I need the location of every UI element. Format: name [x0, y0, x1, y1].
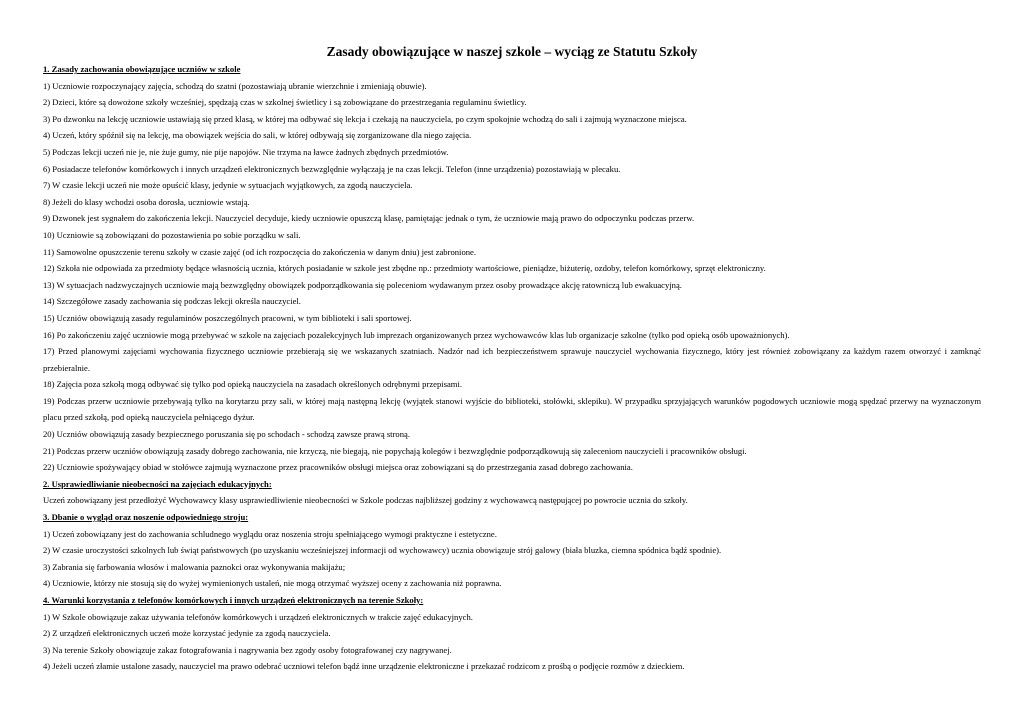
- rule-item: Uczeń zobowiązany jest przedłożyć Wychowawcy klasy usprawiedliwienie nieobecności w Szkole podczas najbliższej godziny z wychowawcą następującej po powrocie ucznia do szkoły.: [43, 495, 688, 506]
- section-heading: 1. Zasady zachowania obowiązujące uczniów w szkole: [43, 64, 241, 74]
- rule-item: 1) Uczniowie rozpoczynający zajęcia, schodzą do szatni (pozostawiają ubranie wierzchnie i zmieniają obuwie).: [43, 80, 427, 91]
- rule-item: 17) Przed planowymi zajęciami wychowania fizycznego uczniowie przebierają się we wskazanych szatniach. Nadzór nad ich bezpieczeństwem sprawuje nauczyciel wychowania fizycznego, który jest również zobowiązany za każdym razem otworzyć i zamknąć przebieralnie.: [43, 346, 981, 373]
- rule-item: 3) Po dzwonku na lekcję uczniowie ustawiają się przed klasą, w której ma odbywać się lekcja i czekają na nauczyciela, po czym spokojnie wchodzą do sali i zajmują wyznaczone miejsca.: [43, 113, 687, 124]
- rule-item: 2) Dzieci, które są dowożone szkoły wcześniej, spędzają czas w szkolnej świetlicy i są zobowiązane do przestrzegania regulaminu świetlicy.: [43, 97, 527, 108]
- rule-item: 9) Dzwonek jest sygnałem do zakończenia lekcji. Nauczyciel decyduje, kiedy uczniowie opuszczą klasę, pamiętając jednak o tym, że uczniowie mają prawo do odpoczynku podczas przerw.: [43, 213, 695, 224]
- rule-item: 20) Uczniów obowiązują zasady bezpiecznego poruszania się po schodach - schodzą zawsze prawą stroną.: [43, 429, 410, 440]
- rule-item: 14) Szczegółowe zasady zachowania się podczas lekcji określa nauczyciel.: [43, 296, 301, 307]
- rule-item: 1) W Szkole obowiązuje zakaz używania telefonów komórkowych i urządzeń elektronicznych w trakcie zajęć edukacyjnych.: [43, 611, 473, 622]
- section-heading: 2. Usprawiedliwianie nieobecności na zajęciach edukacyjnych:: [43, 478, 272, 489]
- rule-item: 11) Samowolne opuszczenie terenu szkoły w czasie zajęć (od ich rozpoczęcia do zakończenia w danym dniu) jest zabronione.: [43, 246, 477, 257]
- rule-item: 4) Jeżeli uczeń złamie ustalone zasady, nauczyciel ma prawo odebrać uczniowi telefon bądź inne urządzenie elektroniczne i przekazać rodzicom z prośbą o podjęcie rozmów z dzieckiem.: [43, 661, 685, 672]
- rule-item: 4) Uczeń, który spóźnił się na lekcję, ma obowiązek wejścia do sali, w której odbywają się zorganizowane dla niego zajęcia.: [43, 130, 472, 141]
- rule-item: 1) Uczeń zobowiązany jest do zachowania schludnego wyglądu oraz noszenia stroju spełniającego wymogi praktyczne i estetyczne.: [43, 528, 497, 539]
- rule-item: 6) Posiadacze telefonów komórkowych i innych urządzeń elektronicznych bezwzględnie wyłączają je na czas lekcji. Telefon (inne urządzenia) pozostawiają w plecaku.: [43, 163, 621, 174]
- section-heading: 4. Warunki korzystania z telefonów komórkowych i innych urządzeń elektronicznych na terenie Szkoły:: [43, 595, 424, 605]
- rule-item: 2) Z urządzeń elektronicznych uczeń może korzystać jedynie za zgodą nauczyciela.: [43, 628, 331, 639]
- rule-item: 8) Jeżeli do klasy wchodzi osoba dorosła, uczniowie wstają.: [43, 196, 250, 207]
- rule-item: 3) Na terenie Szkoły obowiązuje zakaz fotografowania i nagrywania bez zgody osoby fotografowanej czy nagrywanej.: [43, 644, 452, 655]
- rule-item: 19) Podczas przerw uczniowie przebywają tylko na korytarzu przy sali, w której mają następną lekcję (wyjątek stanowi wyjście do biblioteki, stołówki, sklepiku). W przypadku sprzyjających warunków pogodowych uczniowie mogą spędzać przerwy na wyznaczonym placu przed szkołą, pod opieką nauczyciela pełniącego dyżur.: [43, 395, 981, 423]
- rule-item: 13) W sytuacjach nadzwyczajnych uczniowie mają bezwzględny obowiązek podporządkowania się poleceniom wydawanym przez osoby prowadzące akcję ratowniczą lub ewakuacyjną.: [43, 279, 682, 290]
- section-heading: 3. Dbanie o wygląd oraz noszenie odpowiedniego stroju:: [43, 512, 249, 523]
- rule-item: 16) Po zakończeniu zajęć uczniowie mogą przebywać w szkole na zajęciach pozalekcyjnych lub imprezach organizowanych przez wychowawców klas lub organizacje szkolne (tylko pod opieką osób upoważnionych).: [43, 329, 790, 340]
- page-title: Zasady obowiązujące w naszej szkole – wyciąg ze Statutu Szkoły: [326, 44, 698, 59]
- rule-item: 2) W czasie uroczystości szkolnych lub świąt państwowych (po uzyskaniu wcześniejszej informacji od wychowawcy) ucznia obowiązuje strój galowy (biała bluzka, ciemna spódnica bądź spodnie).: [43, 545, 722, 556]
- rule-item: 22) Uczniowie spożywający obiad w stołówce zajmują wyznaczone przez pracowników obsługi miejsca oraz zobowiązani są do przestrzegania zasad dobrego zachowania.: [43, 462, 633, 473]
- rule-item: 10) Uczniowie są zobowiązani do pozostawienia po sobie porządku w sali.: [43, 229, 301, 240]
- rule-item: 15) Uczniów obowiązują zasady regulaminów poszczególnych pracowni, w tym biblioteki i sali sportowej.: [43, 312, 412, 323]
- rule-item: 18) Zajęcia poza szkołą mogą odbywać się tylko pod opieką nauczyciela na zasadach określonych odrębnymi przepisami.: [43, 379, 463, 390]
- rule-item: 21) Podczas przerw uczniów obowiązują zasady dobrego zachowania, nie krzyczą, nie biegają, nie popychają kolegów i bezwzględnie podporządkowują się zaleceniom nauczycieli i pracowników obsługi.: [43, 445, 747, 456]
- rule-item: 5) Podczas lekcji uczeń nie je, nie żuje gumy, nie pije napojów. Nie trzyma na ławce żadnych zbędnych przedmiotów.: [43, 146, 449, 157]
- rule-item: 3) Zabrania się farbowania włosów i malowania paznokci oraz wykonywania makijażu;: [43, 561, 346, 572]
- rule-item: 4) Uczniowie, którzy nie stosują się do wyżej wymienionych ustaleń, nie mogą otrzymać wyższej oceny z zachowania niż poprawna.: [43, 578, 502, 589]
- rule-item: 7) W czasie lekcji uczeń nie może opuścić klasy, jedynie w sytuacjach wyjątkowych, za zgodą nauczyciela.: [43, 180, 413, 191]
- document: [43, 44, 981, 675]
- rule-item: 12) Szkoła nie odpowiada za przedmioty będące własnością ucznia, których posiadanie w szkole jest zbędne np.: przedmioty wartościowe, pieniądze, biżuterię, ozdoby, telefon komórkowy, sprzęt elektroniczny.: [43, 263, 766, 274]
